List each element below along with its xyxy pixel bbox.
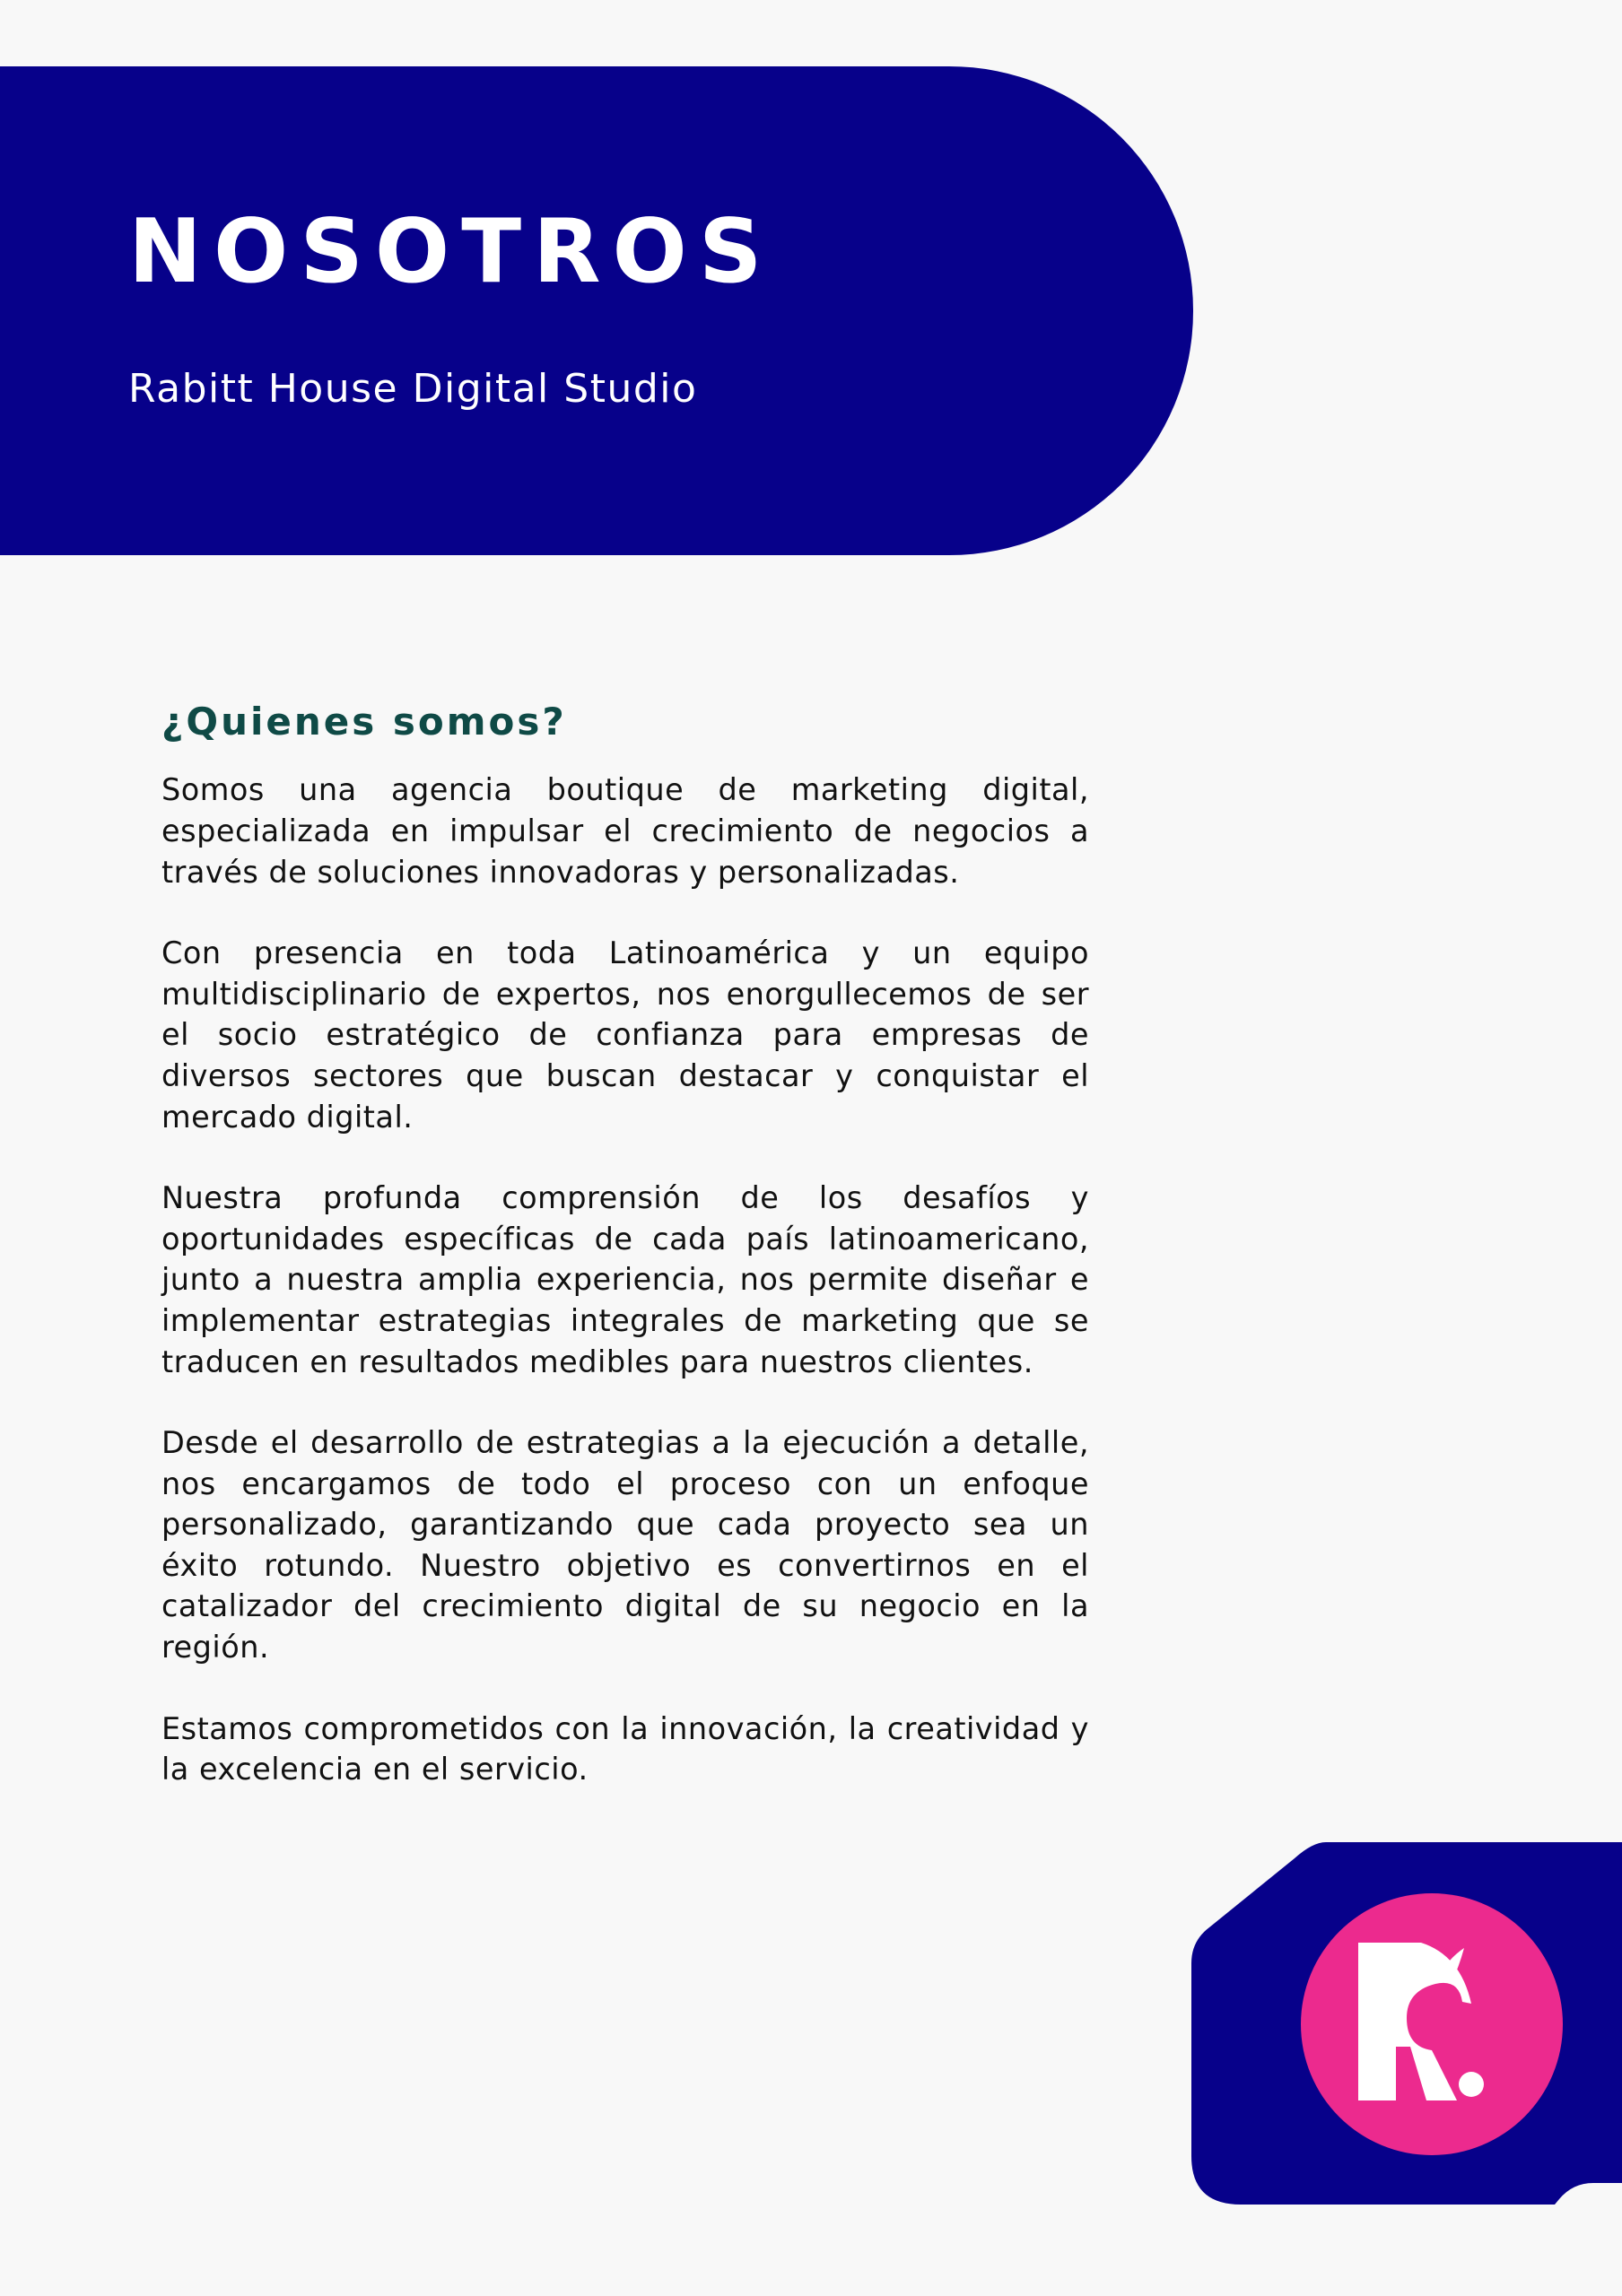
page-title: NOSOTROS — [128, 201, 774, 303]
logo-block — [1191, 1842, 1622, 2205]
page-subtitle: Rabitt House Digital Studio — [128, 366, 698, 412]
rabbit-r-logo-icon — [1301, 1893, 1563, 2155]
paragraph-understanding: Nuestra profunda comprensión de los desafíos y oportunidades específicas de cada país latinoamericano, junto a nuestra amplia experiencia, nos permite diseñar e implementar estrategias integrales de marketing que se traducen en resultados medibles para nuestros clientes. — [161, 1180, 1089, 1379]
header-banner — [0, 66, 1193, 555]
paragraph-presence: Con presencia en toda Latinoamérica y un equipo multidisciplinario de expertos, nos enorgullecemos de ser el socio estratégico de confianza para empresas de diversos sectores que buscan destacar y conquistar el mercado digital. — [161, 935, 1089, 1135]
about-section — [161, 700, 1089, 1831]
paragraph-process: Desde el desarrollo de estrategias a la ejecución a detalle, nos encargamos de todo el proceso con un enfoque personalizado, garantizando que cada proyecto sea un éxito rotundo. Nuestro objetivo es convertirnos en el catalizador del crecimiento digital de su negocio en la región. — [161, 1425, 1089, 1665]
logo-block-shape — [1191, 1842, 1622, 2205]
section-heading: ¿Quienes somos? — [161, 700, 567, 744]
paragraph-commitment: Estamos comprometidos con la innovación, la creatividad y la excelencia en el servicio. — [161, 1710, 1089, 1787]
paragraph-intro: Somos una agencia boutique de marketing digital, especializada en impulsar el crecimiento de negocios a través de soluciones innovadoras y personalizadas. — [161, 772, 1089, 890]
